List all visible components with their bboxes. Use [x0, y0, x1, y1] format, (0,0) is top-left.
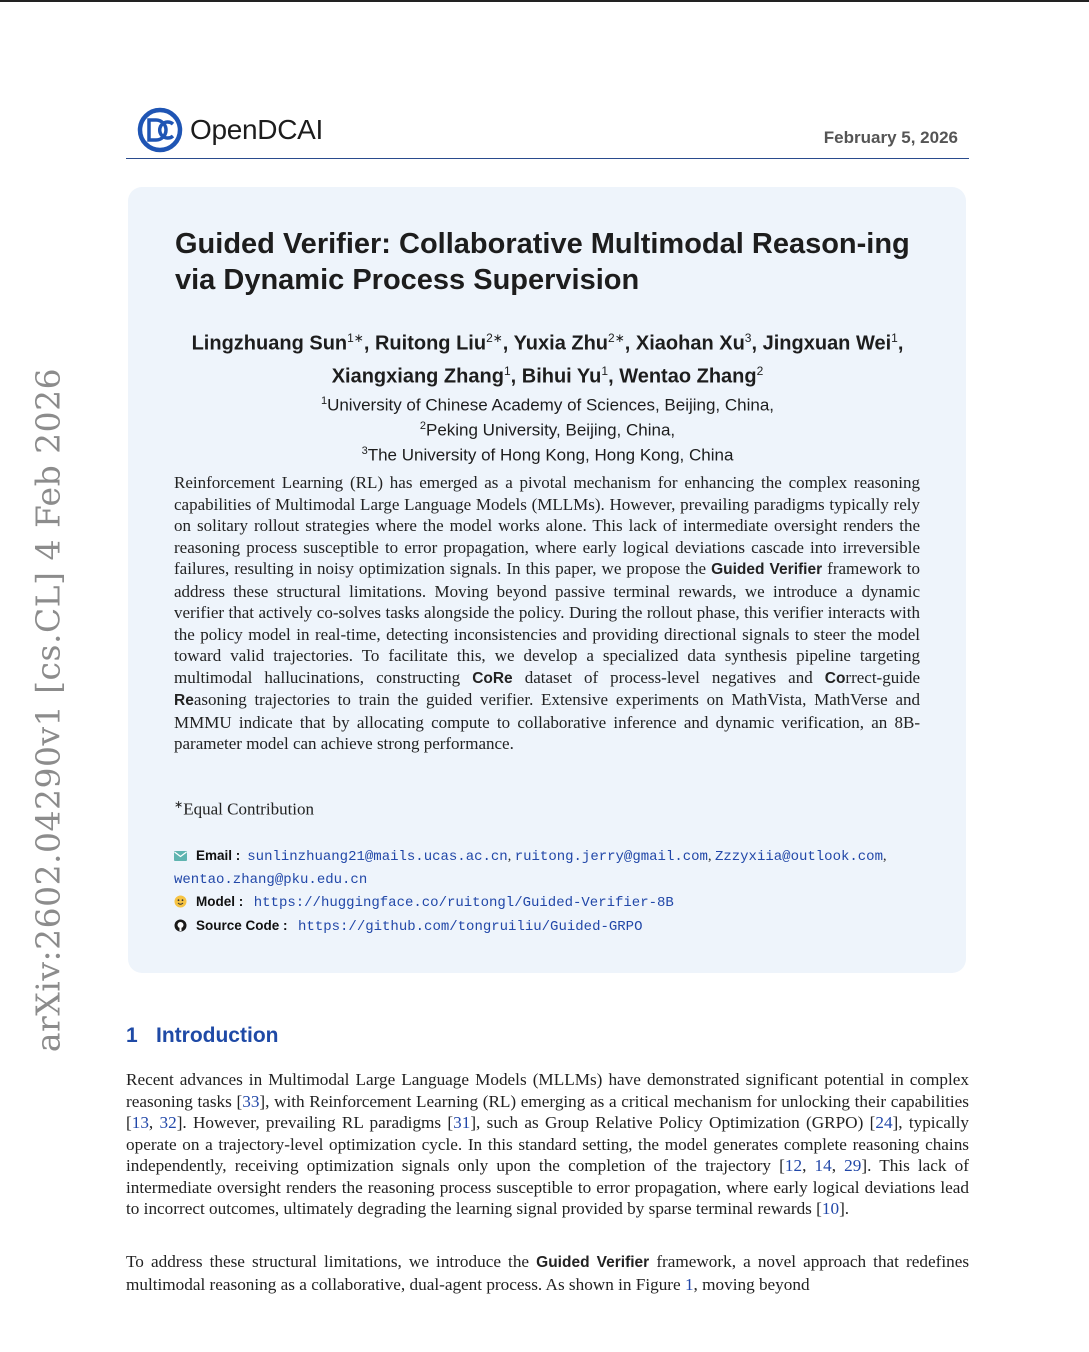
core-bold: CoRe [472, 669, 513, 687]
author-sup: 2∗ [608, 331, 625, 345]
email-link[interactable]: Zzzyxiia@outlook.com [714, 849, 883, 865]
affiliation-line: $^3$The University of Hong Kong, Hong Kong, China [361, 445, 734, 465]
affiliation-line: $^2$Peking University, Beijing, China, [419, 420, 676, 440]
top-rule [0, 0, 1089, 2]
paper-title: Guided Verifier: Collaborative Multimodal Reason-ing via Dynamic Process Supervision [175, 228, 910, 296]
intro-paragraph-2: To address these structural limitations, we introduce the Guided Verifier framework, a novel approach that redefines multimodal reasoning as a collaborative, dual-agent process. As shown in Figure 1, moving beyond [126, 1252, 970, 1294]
citation-link[interactable]: 10 [821, 1199, 840, 1218]
author-sup: 1 [601, 363, 609, 378]
figure-link[interactable]: 1 [684, 1274, 694, 1294]
github-icon [174, 919, 187, 932]
author-name: Jingxuan Wei [762, 332, 892, 355]
source-code-link[interactable]: https://github.com/tongruiliu/Guided-GRPO [298, 918, 643, 935]
hugging-face-icon [174, 895, 187, 908]
email-link[interactable]: sunlinzhuang21@mails.ucas.ac.cn [247, 849, 508, 865]
header-date: February 5, 2026 [823, 128, 958, 147]
guided-verifier-bold: Guided Verifier [536, 1254, 650, 1271]
author-sup: 1 [891, 331, 898, 345]
affiliation-line: $^1$University of Chinese Academy of Sciences, Beijing, China, [320, 395, 775, 415]
intro-paragraph-1: Recent advances in Multimodal Large Language Models (MLLMs) have demonstrated significant potential in complex reasoning tasks [33], with Reinforcement Learning (RL) emerging as a critical mechanism for unlocking their capabilities [13, 32]. However, prevailing RL paradigms [31], such as Group Relative Policy Optimization (GRPO) [24], typically operate on a trajectory-level optimization cycle. In this standard setting, the model generates complete reasoning chains independently, receiving optimization signals only upon the completion of the trajectory [12, 14, 29]. This lack of intermediate oversight renders the reasoning process susceptible to error propagation, where early logical deviations lead to incorrect outcomes, ultimately degrading the learning signal provided by sparse terminal rewards [10]. [126, 1070, 969, 1218]
citation-link[interactable]: 24 [875, 1113, 893, 1132]
author-name: Yuxia Zhu [513, 332, 609, 355]
citation-link[interactable]: 31 [453, 1113, 471, 1132]
affiliations [175, 391, 920, 466]
email-link[interactable]: ruitong.jerry@gmail.com [514, 849, 708, 865]
author-name: Wentao Zhang [619, 365, 757, 388]
author-sup: 2∗ [486, 331, 503, 345]
logo-text: OpenDCAI [190, 114, 323, 145]
citation-link[interactable]: 29 [844, 1156, 862, 1175]
author-name: Xiaohan Xu [635, 332, 745, 355]
citation-link[interactable]: 12 [784, 1156, 803, 1175]
citation-link[interactable]: 13 [131, 1113, 149, 1132]
author-sup: 2 [756, 363, 764, 378]
author-name: Lingzhuang Sun [191, 332, 348, 355]
arxiv-side-stamp: arXiv:2602.04290v1 [cs.CL] 4 Feb 2026 [28, 367, 68, 1053]
email-icon [174, 851, 187, 861]
author-list: Lingzhuang Sun$^{1∗}$, Ruitong Liu$^{2∗}$, Yuxia Zhu$^{2∗}$, Xiaohan Xu$^3$, Jingxuan Wei$^1$, Xiangxiang Zhang$^1$, Bihui Yu$^1$, Wentao Zhang$^2$ [191, 331, 904, 388]
source-code-row: Source Code : https://github.com/tongruiliu/Guided-GRPO [174, 915, 920, 939]
author-sup: 3 [744, 331, 752, 345]
author-sup: 1 [503, 363, 511, 378]
email-row-cont [174, 869, 920, 892]
model-link[interactable]: https://huggingface.co/ruitongl/Guided-Verifier-8B [253, 895, 674, 911]
opendcai-logo-icon [137, 107, 183, 153]
citation-link[interactable]: 33 [242, 1091, 260, 1111]
guided-verifier-bold: Guided Verifier [711, 561, 823, 578]
model-row: Model : https://huggingface.co/ruitongl/Guided-Verifier-8B [174, 891, 920, 915]
contact-block [174, 845, 920, 938]
author-name: Bihui Yu [521, 365, 602, 388]
author-name: Ruitong Liu [374, 332, 487, 355]
citation-link[interactable]: 32 [159, 1113, 177, 1132]
email-link[interactable]: wentao.zhang@pku.edu.cn [174, 871, 368, 888]
section-heading-introduction: 1 Introduction [126, 1024, 279, 1047]
equal-contribution-note: ∗Equal Contribution [174, 799, 315, 819]
page-header [126, 104, 969, 159]
citation-link[interactable]: 14 [814, 1156, 832, 1175]
email-row: Email : sunlinzhuang21@mails.ucas.ac.cn, ruitong.jerry@gmail.com, Zzzyxiia@outlook.com, [174, 845, 920, 869]
abstract-text: Reinforcement Learning (RL) has emerged as a pivotal mechanism for enhancing the complex reasoning capabilities of Multimodal Large Language Models (MLLMs). However, prevailing paradigms typically rely on solitary rollout strategies where the model works alone. This lack of intermediate oversight renders the reasoning process susceptible to error propagation, where early logical deviations cascade into irreversible failures, resulting in noisy optimization signals. In this paper, we propose the Guided Verifier framework to address these structural limitations. Moving beyond passive terminal rewards, we introduce a dynamic verifier that actively co-solves tasks alongside the policy. During the rollout phase, this verifier interacts with the policy model in real-time, detecting inconsistencies and providing directional signals to steer the model toward valid trajectories. To facilitate this, we develop a specialized data synthesis pipeline targeting multimodal hallucinations, constructing CoRe dataset of process-level negatives and Correct-guide Reasoning trajectories to train the guided verifier. Extensive experiments on MathVista, MathVerse and MMMU indicate that by allocating compute to collaborative inference and dynamic verification, an 8B-parameter model can achieve strong performance. [174, 473, 921, 753]
author-sup: 1∗ [347, 331, 364, 345]
author-name: Xiangxiang Zhang [331, 365, 504, 388]
